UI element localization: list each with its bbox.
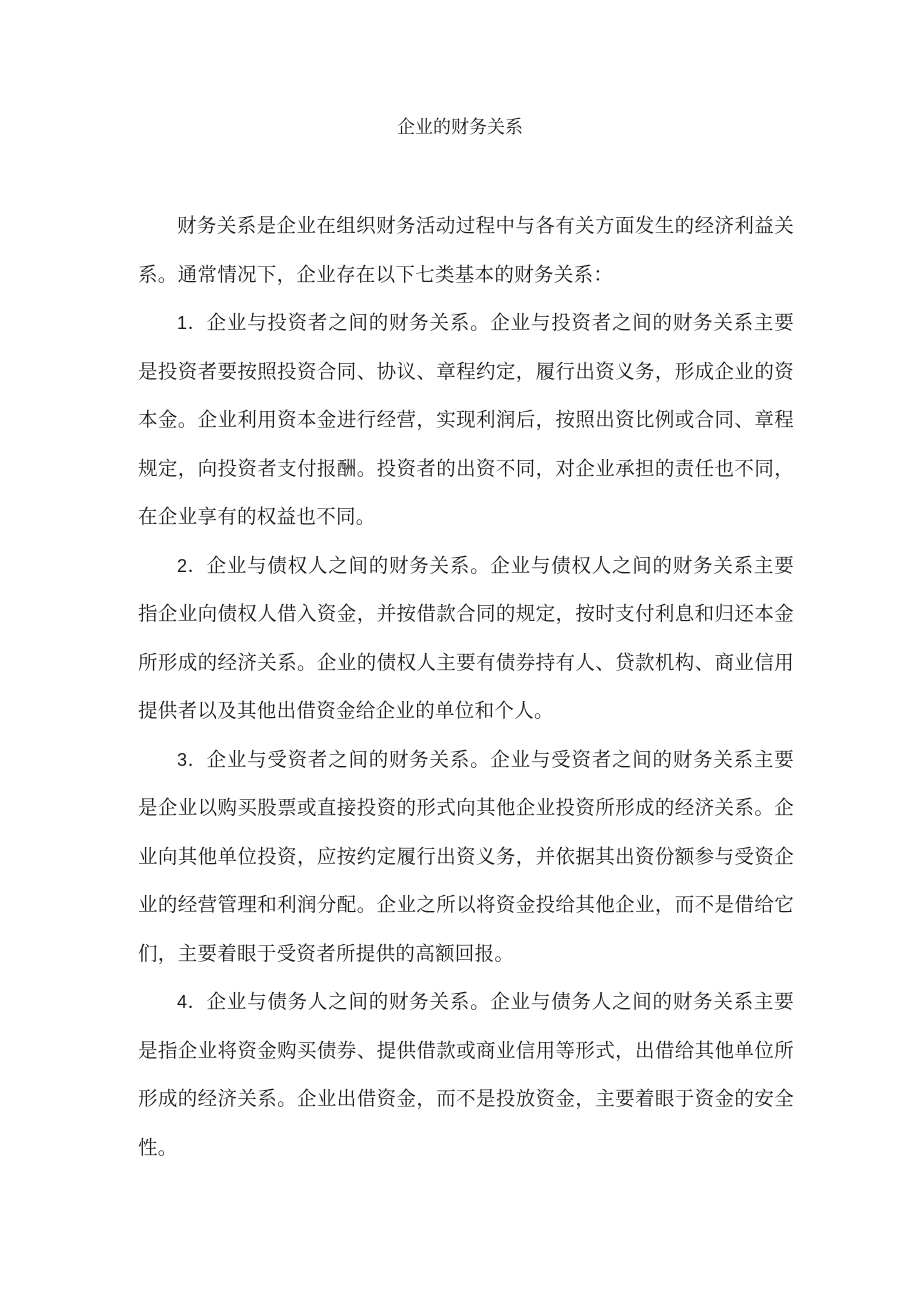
- document-body: [138, 202, 794, 1172]
- paragraph-investee: [138, 736, 794, 979]
- paragraph-creditor: [138, 542, 794, 736]
- paragraph-number: 4．: [177, 992, 207, 1012]
- document-title: 企业的财务关系: [397, 117, 523, 138]
- paragraph-text: 财务关系是企业在组织财务活动过程中与各有关方面发生的经济利益关系。通常情况下，企业存在以下七类基本的财务关系：: [138, 214, 794, 286]
- paragraph-text: 企业与债务人之间的财务关系。企业与债务人之间的财务关系主要是指企业将资金购买债券、提供借款或商业信用等形式，出借给其他单位所形成的经济关系。企业出借资金，而不是投放资金，主要着眼于资金的安全性。: [138, 990, 794, 1159]
- paragraph-debtor: [138, 978, 794, 1172]
- paragraph-text: 企业与投资者之间的财务关系。企业与投资者之间的财务关系主要是投资者要按照投资合同、协议、章程约定，履行出资义务，形成企业的资本金。企业利用资本金进行经营，实现利润后，按照出资比例或合同、章程规定，向投资者支付报酬。投资者的出资不同，对企业承担的责任也不同，在企业享有的权益也不同。: [138, 311, 794, 528]
- paragraph-text: 企业与债权人之间的财务关系。企业与债权人之间的财务关系主要指企业向债权人借入资金，并按借款合同的规定，按时支付利息和归还本金所形成的经济关系。企业的债权人主要有债券持有人、贷款机构、商业信用提供者以及其他出借资金给企业的单位和个人。: [138, 553, 794, 722]
- paragraph-number: 2．: [177, 555, 207, 576]
- paragraph-number: 3．: [177, 749, 207, 770]
- paragraph-number: 1．: [177, 313, 207, 333]
- paragraph-intro: [138, 202, 794, 299]
- paragraph-investor: [138, 299, 794, 542]
- paragraph-text: 企业与受资者之间的财务关系。企业与受资者之间的财务关系主要是企业以购买股票或直接投资的形式向其他企业投资所形成的经济关系。企业向其他单位投资，应按约定履行出资义务，并依据其出资份额参与受资企业的经营管理和利润分配。企业之所以将资金投给其他企业，而不是借给它们，主要着眼于受资者所提供的高额回报。: [138, 747, 794, 965]
